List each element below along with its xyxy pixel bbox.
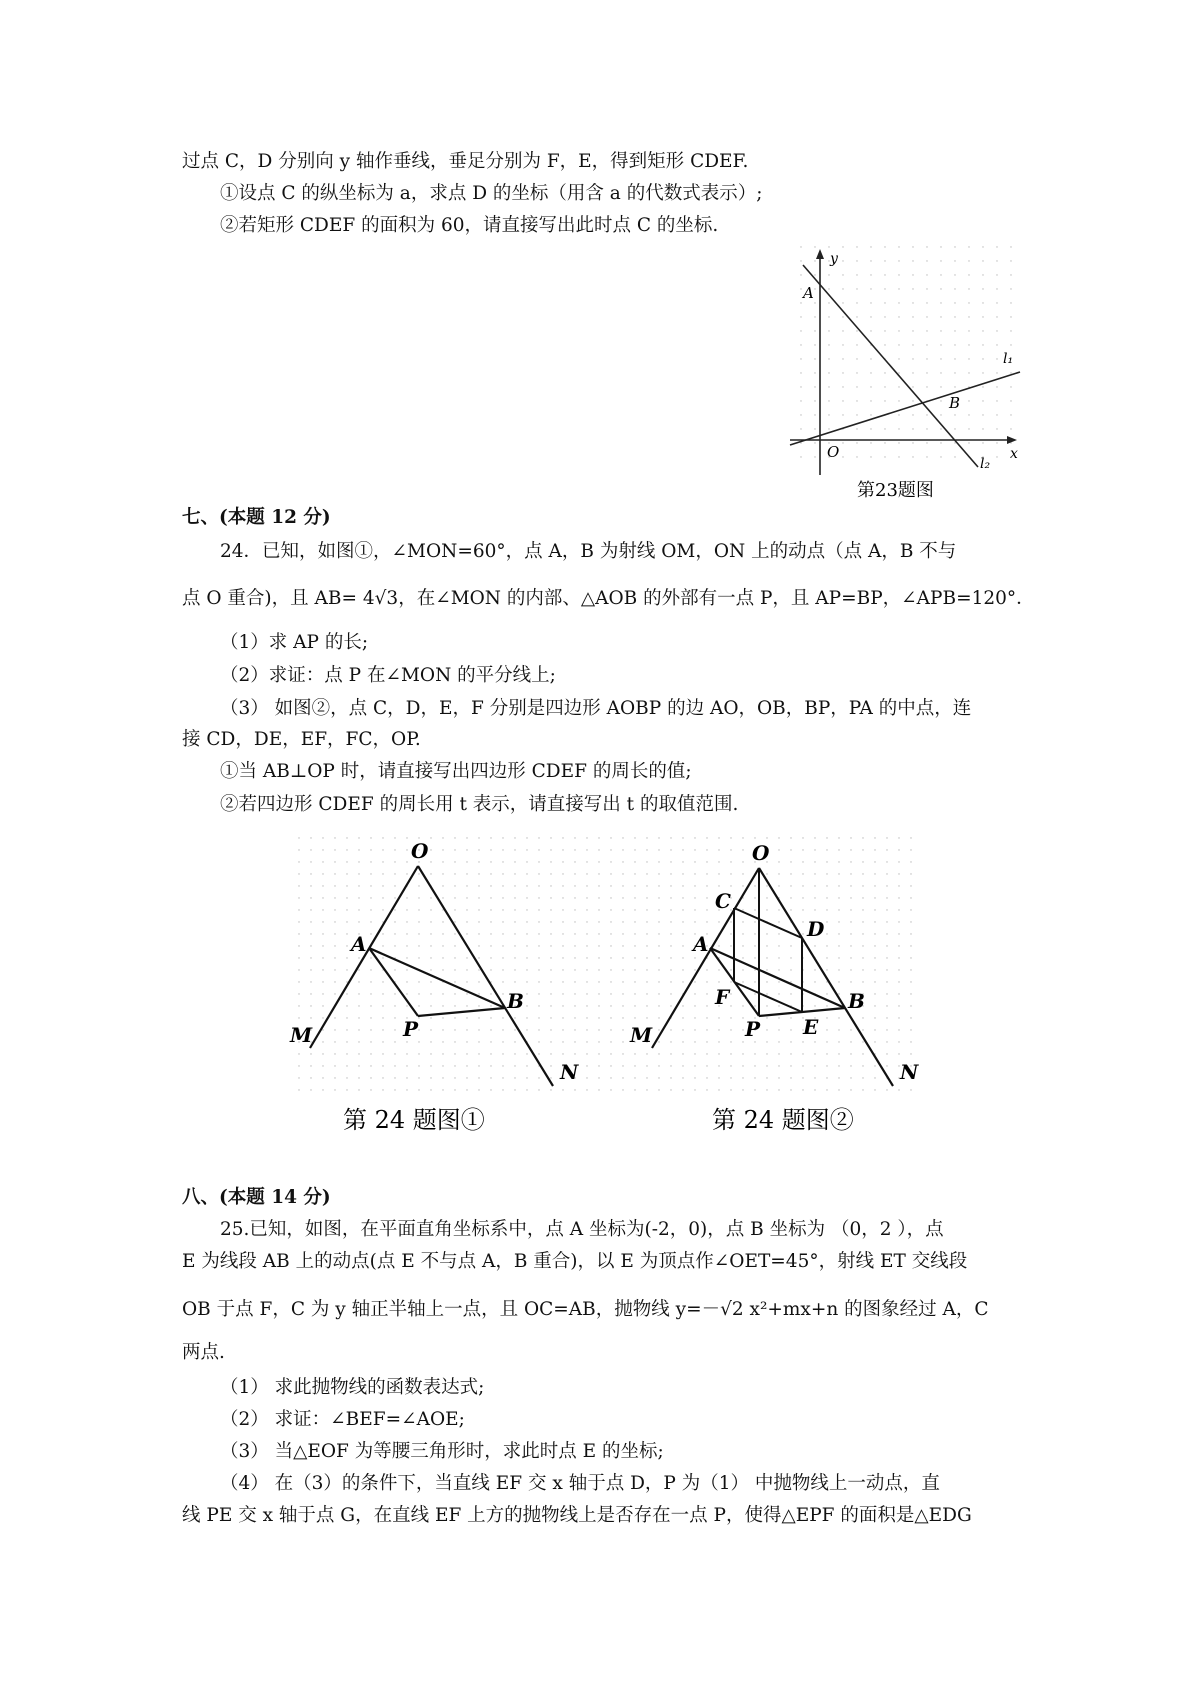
fig24-1-label-O: O bbox=[411, 839, 429, 863]
fig24-2-label-P: P bbox=[745, 1017, 761, 1041]
fig23-label-B: B bbox=[949, 394, 961, 412]
fig24-1-label-M: M bbox=[290, 1023, 313, 1047]
q24-part-3b: ②若四边形 CDEF 的周长用 t 表示，请直接写出 t 的取值范围. bbox=[220, 794, 739, 815]
q25-part-4-line-2: 线 PE 交 x 轴于点 G，在直线 EF 上方的抛物线上是否存在一点 P，使得△EPF 的面积是△EDG bbox=[182, 1505, 972, 1526]
q24-part-1: （1）求 AP 的长; bbox=[220, 632, 369, 653]
q25-line-2: E 为线段 AB 上的动点(点 E 不与点 A，B 重合)，以 E 为顶点作∠OET=45°，射线 ET 交线段 bbox=[182, 1251, 968, 1272]
fig23-caption: 第23题图 bbox=[857, 480, 934, 500]
section-8-header: 八、(本题 14 分) bbox=[182, 1187, 331, 1208]
fig24-1-label-B: B bbox=[507, 989, 524, 1013]
q25-line-1: 25.已知，如图，在平面直角坐标系中，点 A 坐标为(-2，0)，点 B 坐标为 （0，2 ），点 bbox=[220, 1219, 944, 1240]
q24-part-3a: ①当 AB⊥OP 时，请直接写出四边形 CDEF 的周长的值; bbox=[220, 761, 692, 782]
q23-part-1: ①设点 C 的纵坐标为 a，求点 D 的坐标（用含 a 的代数式表示）; bbox=[220, 183, 763, 204]
fig24-2-label-E: E bbox=[803, 1015, 819, 1039]
fig24-2-label-N: N bbox=[900, 1060, 919, 1084]
q25-part-4-line-1: （4） 在（3）的条件下，当直线 EF 交 x 轴于点 D，P 为（1） 中抛物线上一动点，直 bbox=[220, 1473, 940, 1494]
q23-part-2: ②若矩形 CDEF 的面积为 60，请直接写出此时点 C 的坐标. bbox=[220, 215, 719, 236]
figure-23 bbox=[785, 245, 1025, 500]
fig23-label-O: O bbox=[827, 443, 840, 461]
fig24-2-label-C: C bbox=[715, 889, 731, 913]
fig23-label-y: y bbox=[830, 251, 838, 267]
fig24-1-label-P: P bbox=[403, 1017, 419, 1041]
q25-part-3: （3） 当△EOF 为等腰三角形时，求此时点 E 的坐标; bbox=[220, 1441, 664, 1462]
fig24-2-label-O: O bbox=[752, 841, 770, 865]
q24-line-2: 点 O 重合)，且 AB= 4√3，在∠MON 的内部、△AOB 的外部有一点 P，且 AP=BP，∠APB=120°． bbox=[182, 588, 1035, 609]
q25-line-3: OB 于点 F，C 为 y 轴正半轴上一点，且 OC=AB，抛物线 y=－√2 x²+mx+n 的图象经过 A，C bbox=[182, 1299, 989, 1320]
section-7-header: 七、(本题 12 分) bbox=[182, 507, 331, 528]
q23-line-1: 过点 C，D 分别向 y 轴作垂线，垂足分别为 F，E，得到矩形 CDEF. bbox=[182, 151, 749, 172]
fig23-label-l2: l₂ bbox=[980, 456, 991, 472]
q24-part-2: （2）求证：点 P 在∠MON 的平分线上; bbox=[220, 665, 556, 686]
fig24-2-label-F: F bbox=[715, 985, 730, 1009]
figure-24 bbox=[285, 836, 925, 1136]
q25-part-2: （2） 求证：∠BEF=∠AOE; bbox=[220, 1409, 465, 1430]
fig24-caption-1: 第 24 题图① bbox=[343, 1106, 485, 1134]
q24-part-3-line-2: 接 CD，DE，EF，FC，OP. bbox=[182, 729, 421, 750]
q25-part-1: （1） 求此抛物线的函数表达式; bbox=[220, 1377, 485, 1398]
fig24-2-label-B: B bbox=[848, 989, 865, 1013]
fig23-label-x: x bbox=[1010, 446, 1018, 462]
q24-line-1: 24．已知，如图①，∠MON=60°，点 A，B 为射线 OM，ON 上的动点（点 A，B 不与 bbox=[220, 541, 957, 562]
fig23-label-l1: l₁ bbox=[1003, 351, 1014, 367]
fig24-2-label-M: M bbox=[630, 1023, 653, 1047]
fig24-1-label-N: N bbox=[560, 1060, 579, 1084]
fig24-2-label-D: D bbox=[807, 917, 825, 941]
fig24-caption-2: 第 24 题图② bbox=[712, 1106, 854, 1134]
fig24-2-label-A: A bbox=[693, 932, 709, 956]
q24-part-3-line-1: （3） 如图②，点 C，D，E，F 分别是四边形 AOBP 的边 AO，OB，BP，PA 的中点，连 bbox=[220, 698, 972, 719]
fig24-1-label-A: A bbox=[351, 932, 367, 956]
fig23-label-A: A bbox=[803, 284, 814, 302]
q25-line-4: 两点. bbox=[182, 1342, 225, 1363]
